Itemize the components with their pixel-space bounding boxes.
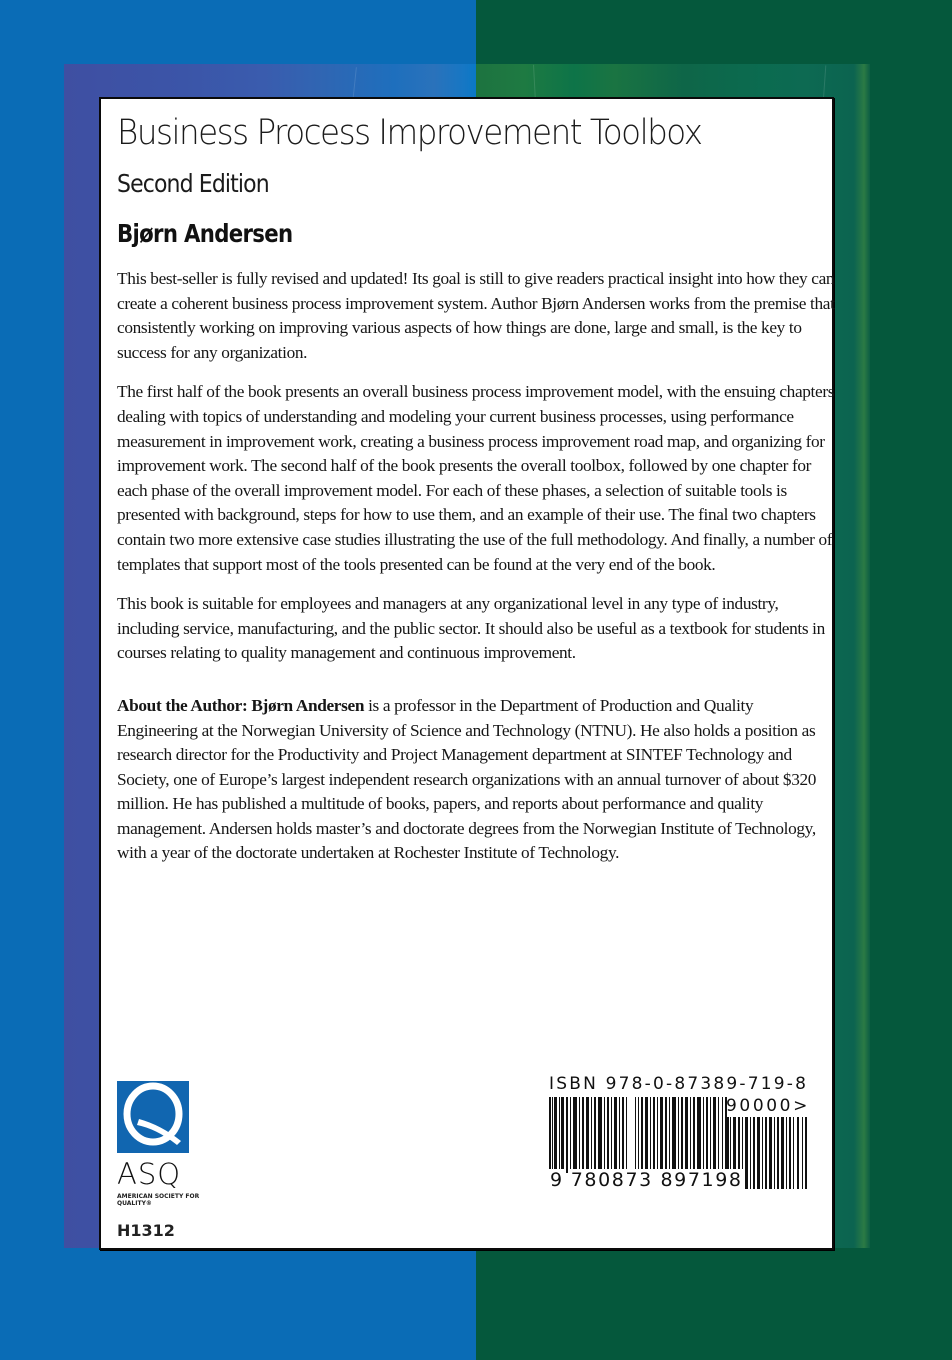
edition-label: Second Edition xyxy=(117,169,269,198)
product-code: H1312 xyxy=(117,1221,175,1240)
ean-lead-digit: 9 xyxy=(550,1169,564,1191)
asq-q-logo-icon xyxy=(117,1081,189,1153)
about-author xyxy=(117,694,837,866)
ean-number: 780873 897198 xyxy=(570,1169,743,1191)
about-author-label: About the Author: Bjørn Andersen xyxy=(117,695,365,715)
isbn-label: ISBN 978-0-87389-719-8 xyxy=(549,1074,809,1094)
author-name: Bjørn Andersen xyxy=(117,219,293,248)
about-author-text: is a professor in the Department of Production and Quality Engineering at the Norwegian University of Science and Technology (NTNU). He also holds a position as research director for the Productivity and Project Management department at SINTEF Technology and Society, one of Europe’s largest independent research organizations with an annual turnover of about $320 million. He has published a multitude of books, papers, and reports about performance and quality management. Andersen holds master’s and doctorate degrees from the Norwegian Institute of Technology, with a year of the doctorate undertaken at Rochester Institute of Technology. xyxy=(117,695,817,863)
description-paragraph: This book is suitable for employees and managers at any organizational level in any type of industry, including service, manufacturing, and the public sector. It should also be useful as a textbook for students in courses relating to quality management and continuous improvement. xyxy=(117,594,825,663)
ean-digits xyxy=(549,1169,744,1191)
price-code: 90000> xyxy=(726,1096,810,1116)
description xyxy=(117,267,837,881)
publisher-logo-text: ASQ xyxy=(117,1157,182,1191)
publisher-full-name: AMERICAN SOCIETY FOR QUALITY® xyxy=(117,1193,200,1207)
description-paragraph: The first half of the book presents an overall business process improvement model, with the ensuing chapters dealing with topics of understanding and modeling your current business processes, using performance measurement in improvement work, creating a business process improvement road map, and organizing for improvement work. The second half of the book presents the overall toolbox, followed by one chapter for each phase of the overall improvement model. For each of these phases, a selection of suitable tools is presented with background, steps for how to use them, and an example of their use. The final two chapters contain two more extensive case studies illustrating the use of the full methodology. And finally, a number of templates that support most of the tools presented can be found at the very end of the book. xyxy=(117,382,835,574)
description-paragraph: This best-seller is fully revised and updated! Its goal is still to give readers practical insight into how they can create a coherent business process improvement system. Author Bjørn Andersen works from the premise that consistently working on improving various aspects of how things are done, large and small, is the key to success for any organization. xyxy=(117,269,835,362)
back-cover-panel xyxy=(99,97,834,1250)
book-title: Business Process Improvement Toolbox xyxy=(117,113,702,153)
